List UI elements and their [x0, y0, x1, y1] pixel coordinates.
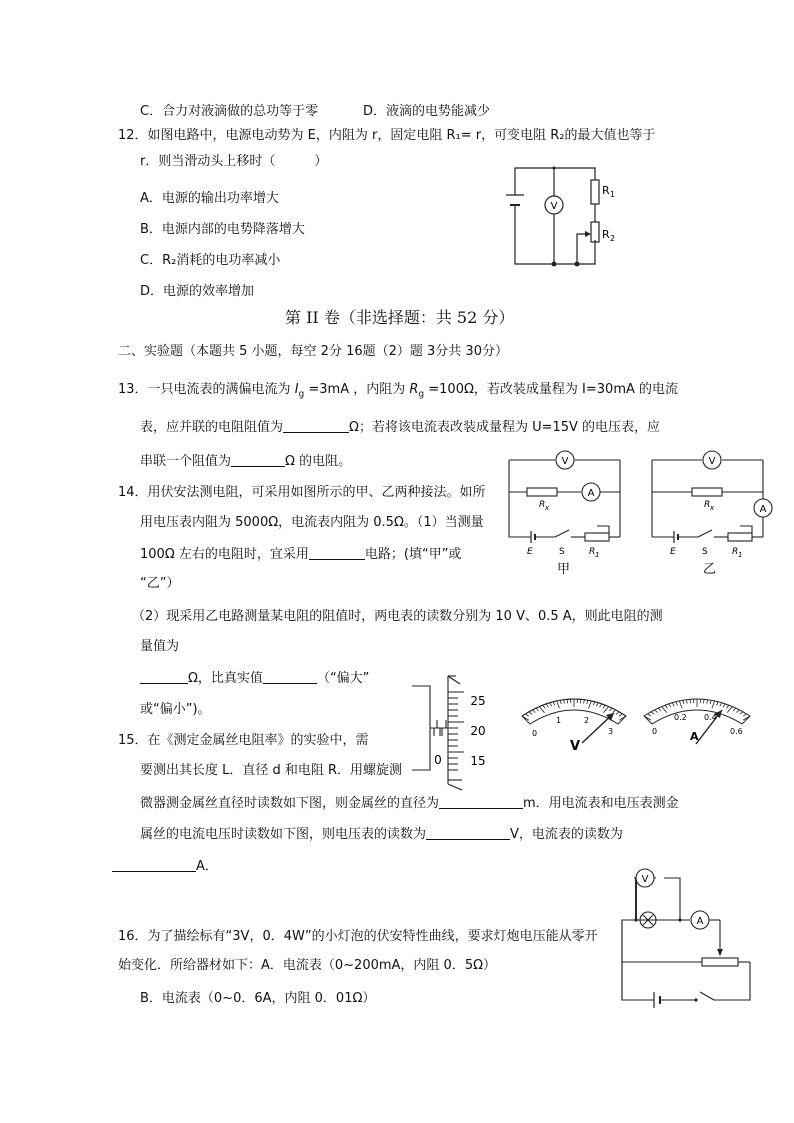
answer-blank[interactable]: [426, 825, 510, 840]
q15-line3: 微器测金属丝直径时读数如下图，则金属丝的直径为 m．用电流表和电压表测金: [140, 796, 679, 811]
dial-tick: [712, 701, 715, 708]
yi-ammeter-label: A: [759, 504, 767, 515]
q14-line7: Ω，比真实值 （“偏大”: [140, 669, 369, 688]
dial-tick: [587, 700, 588, 704]
q14-line3: 100Ω 左右的电阻时，宜采用 电路；(填“甲”或: [140, 547, 462, 562]
ammeter-tick-0: 0: [652, 727, 658, 736]
yi-rx-subscript: x: [710, 504, 715, 512]
ammeter-dial: [640, 688, 754, 758]
voltmeter-tick-2: 2: [584, 716, 590, 725]
q12-option-b: B．电源内部的电势降落增大: [140, 222, 305, 237]
dial-tick: [593, 702, 595, 706]
q12-r1-subscript: 1: [610, 190, 616, 199]
jia-s-label: S: [559, 547, 565, 557]
dial-tick: [669, 704, 671, 707]
jia-r1-label: R: [589, 547, 596, 557]
dial-tick: [529, 712, 532, 715]
ammeter-tick-0.2: 0.2: [674, 713, 687, 722]
dial-tick: [589, 701, 592, 709]
dial-tick: [584, 700, 585, 704]
q14-circuit-yi: [648, 450, 778, 580]
dial-tick: [651, 712, 654, 714]
section-heading: 二、实验题（本题共 5 小题，每空 2分 16题（2）题 3分共 30分）: [118, 344, 508, 359]
micrometer-tick-20: 20: [470, 724, 486, 738]
dial-tick: [720, 703, 722, 707]
q12-option-a: A．电源的输出功率增大: [140, 191, 279, 206]
dial-tick: [557, 701, 560, 709]
voltmeter-tick-3: 3: [608, 727, 614, 736]
yi-r1-subscript: 1: [738, 551, 743, 559]
dial-tick: [604, 707, 609, 713]
q16-line3: B．电流表（0~0．6A，内阻 0．01Ω）: [140, 991, 376, 1006]
q14-line1: 14．用伏安法测电阻，可采用如图所示的甲、乙两种接法。如所: [118, 485, 486, 500]
q14-line8: 或“偏小”)。: [140, 702, 211, 717]
q14-line2: 用电压表内阻为 5000Ω，电流表内阻为 0.5Ω。（1）当测量: [140, 515, 484, 530]
dial-tick: [580, 699, 581, 703]
dial-tick: [567, 699, 568, 703]
micrometer-tick-25: 25: [470, 694, 486, 708]
q11-option-d: D．液滴的电势能减少: [363, 104, 491, 119]
q12-circuit-diagram: [505, 160, 625, 270]
jia-e-label: E: [527, 547, 533, 557]
q16-line1: 16．为了描绘标有“3V，0．4W”的小灯泡的伏安特性曲线，要求灯炮电压能从零开: [118, 929, 598, 944]
yi-r1-label: R: [732, 547, 739, 557]
dial-tick: [736, 710, 739, 713]
dial-tick: [553, 702, 555, 706]
jia-rx-subscript: x: [545, 504, 550, 512]
micrometer-zero: 0: [434, 753, 442, 767]
q14-circuit-jia: [505, 450, 625, 580]
q11-option-c: C．合力对液滴做的总功等于零: [140, 104, 319, 119]
dial-tick: [740, 712, 743, 714]
dial-tick: [655, 710, 658, 713]
q15-line4: 属丝的电流电压时读数如下图，则电压表的读数为 V，电流表的读数为: [140, 827, 623, 842]
q14-line5: （2）现采用乙电路测量某电阻的阻值时，两电表的读数分别为 10 V、0.5 A，则此电阻的测: [132, 609, 663, 624]
q16-circuit-diagram: [618, 862, 768, 1010]
q13-line2: 表，应并联的电阻阻值为 Ω；若将该电流表改装成量程为 U=15V 的电压表，应: [140, 420, 661, 435]
voltmeter-dial: [518, 688, 630, 758]
yi-caption: 乙: [703, 562, 717, 577]
q12-option-d: D．电源的效率增加: [140, 284, 255, 299]
dial-tick: [703, 699, 704, 703]
q16-voltmeter-label: V: [641, 874, 649, 885]
dial-tick: [727, 707, 732, 713]
yi-s-label: S: [702, 547, 708, 557]
dial-tick: [686, 700, 687, 704]
answer-blank[interactable]: [231, 452, 285, 467]
dial-tick: [532, 710, 535, 713]
q12-r1-label: R: [602, 184, 610, 197]
ammeter-label: A: [690, 730, 699, 743]
micrometer-tick-15: 15: [470, 754, 486, 768]
jia-r1-subscript: 1: [595, 551, 600, 559]
yi-e-label: E: [670, 547, 676, 557]
q12-voltmeter-label: V: [550, 201, 558, 212]
dial-tick: [658, 708, 661, 711]
dial-tick: [743, 714, 746, 716]
q16-line2: 始变化．所给器材如下：A．电流表（0~200mA，内阻 0．5Ω）: [118, 958, 497, 973]
q12-r2-label: R: [602, 228, 610, 241]
dial-tick: [683, 700, 684, 704]
dial-tick: [676, 702, 678, 706]
dial-tick: [596, 703, 598, 707]
q15-line5: A．: [112, 857, 218, 876]
answer-blank[interactable]: [283, 418, 349, 433]
dial-tick: [550, 703, 552, 707]
ammeter-tick-0.4: 0.4: [704, 713, 717, 722]
dial-tick: [665, 705, 667, 708]
dial-tick: [539, 707, 544, 713]
jia-caption: 甲: [557, 562, 571, 577]
part2-title: 第 II 卷（非选择题：共 52 分）: [285, 308, 515, 327]
dial-tick: [560, 700, 561, 704]
dial-tick: [619, 714, 622, 716]
voltmeter-tick-1: 1: [556, 716, 562, 725]
jia-ammeter-label: A: [587, 488, 595, 499]
dial-tick: [613, 710, 616, 713]
dial-tick: [672, 703, 674, 707]
dial-tick: [690, 699, 691, 703]
answer-blank[interactable]: [309, 545, 365, 560]
yi-voltmeter-label: V: [708, 456, 716, 467]
dial-tick: [707, 700, 708, 704]
answer-blank[interactable]: [263, 669, 317, 684]
dial-tick: [600, 704, 602, 707]
q13-line1: 13．一只电流表的满偏电流为 $I_g =3mA$ ，内阻为 $R_g =100\Omega$，若改装成量程为 I=30mA 的电流: [118, 382, 679, 400]
q12-stem-line2: r．则当滑动头上移时（ ）: [140, 154, 328, 169]
ammeter-tick-0.6: 0.6: [730, 727, 743, 736]
micrometer-reading: [412, 672, 512, 792]
dial-tick: [564, 700, 565, 704]
dial-tick: [679, 701, 682, 708]
voltmeter-label: V: [570, 739, 581, 754]
q15-line1: 15．在《测定金属丝电阻率》的实验中，需: [118, 733, 369, 748]
answer-blank[interactable]: [140, 669, 188, 684]
q12-r2-subscript: 2: [610, 234, 616, 243]
dial-tick: [525, 714, 528, 716]
answer-blank[interactable]: [112, 857, 196, 872]
jia-rx-label: R: [539, 500, 546, 510]
yi-rx-label: R: [704, 500, 711, 510]
dial-tick: [603, 705, 605, 708]
q12-stem-line1: 12．如图电路中，电源电动势为 E，内阻为 r，固定电阻 R₁= r，可变电阻 R₂的最大值也等于: [118, 128, 656, 143]
dial-tick: [726, 705, 728, 708]
q14-line6: 量值为: [140, 639, 180, 654]
dial-tick: [609, 708, 612, 711]
dial-tick: [616, 712, 619, 715]
dial-tick: [733, 708, 736, 711]
q15-line2: 要测出其长度 L．直径 d 和电阻 R．用螺旋测: [140, 763, 403, 778]
q16-ammeter-label: A: [696, 916, 704, 927]
dial-tick: [710, 700, 711, 704]
q14-line4: “乙”）: [140, 576, 180, 591]
dial-tick: [717, 702, 719, 706]
dial-tick: [536, 708, 539, 711]
dial-tick: [723, 704, 725, 707]
answer-blank[interactable]: [439, 794, 523, 809]
q12-option-c: C．R₂消耗的电功率减小: [140, 253, 281, 268]
jia-voltmeter-label: V: [561, 456, 569, 467]
dial-tick: [546, 704, 548, 707]
dial-tick: [662, 707, 667, 713]
q13-line3: 串联一个阻值为 Ω 的电阻。: [140, 454, 352, 469]
dial-tick: [543, 705, 545, 708]
dial-tick: [648, 714, 651, 716]
voltmeter-tick-0: 0: [532, 729, 538, 738]
